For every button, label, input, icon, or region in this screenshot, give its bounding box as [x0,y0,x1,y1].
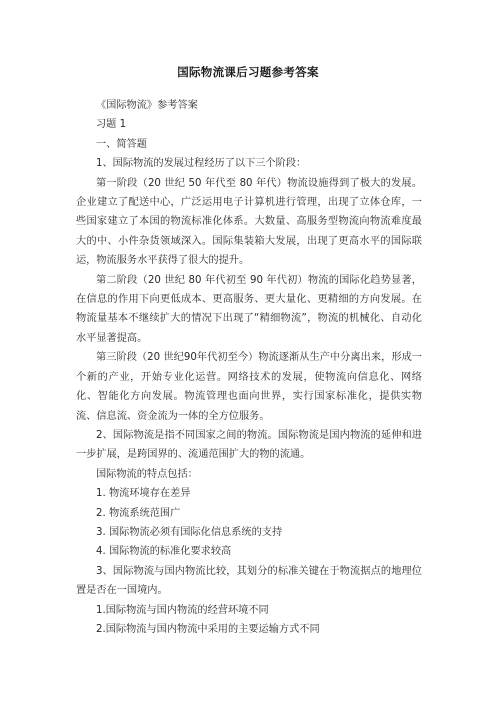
section-heading: 一、简答题 [96,138,147,150]
answer-heading: 《国际物流》参考答案 [96,100,198,111]
document-body [76,96,422,639]
question-2-paragraph: 2、国际物流是指不同国家之间的物流。国际物流是国内物流的延伸和进一步扩展，是跨国界的、流通范围扩大的物的流通。 [76,429,422,461]
features-intro: 国际物流的特点包括： [96,468,198,480]
feature-item: 1. 物流环境存在差异 [96,488,191,500]
feature-item: 3. 国际物流必须有国际化信息系统的支持 [96,526,283,538]
difference-item: 2.国际物流与国内物流中采用的主要运输方式不同 [96,623,320,635]
stage-1-paragraph: 第一阶段（20 世纪 50 年代至 80 年代）物流设施得到了极大的发展。企业建立了配送中心，广泛运用电子计算机进行管理，出现了立体仓库，一些国家建立了本国的物流标准化体系。大数量、高服务型物流向物流难度最大的中、小件杂货领域深入。国际集装箱大发展，出现了更高水平的国际联运，物流服务水平获得了很大的提升。 [76,177,422,267]
feature-item: 2. 物流系统范围广 [96,507,181,519]
question-1: 1、国际物流的发展过程经历了以下三个阶段： [96,158,307,170]
exercise-heading: 习题 1 [96,119,127,131]
question-3-paragraph: 3、国际物流与国内物流比较，其划分的标准关键在于物流据点的地理位置是否在一国境内。 [76,565,422,597]
stage-2-paragraph: 第二阶段（20 世纪 80 年代初至 90 年代初）物流的国际化趋势显著，在信息的作用下向更低成本、更高服务、更大量化、更精细的方向发展。在物流量基本不继续扩大的情况下出现了“精细物流”，物流的机械化、自动化水平显著提高。 [76,274,422,344]
stage-3-paragraph: 第三阶段（20 世纪90年代初至今）物流逐渐从生产中分离出来，形成一个新的产业，开始专业化运营。网络技术的发展，使物流向信息化、网络化、智能化方向发展。物流管理也面向世界，实行国家标准化，提供实物流、信息流、资金流为一体的全方位服务。 [76,352,422,422]
feature-item: 4. 国际物流的标准化要求较高 [96,546,232,558]
difference-item: 1.国际物流与国内物流的经营环境不同 [96,604,269,616]
document-title: 国际物流课后习题参考答案 [177,65,319,79]
